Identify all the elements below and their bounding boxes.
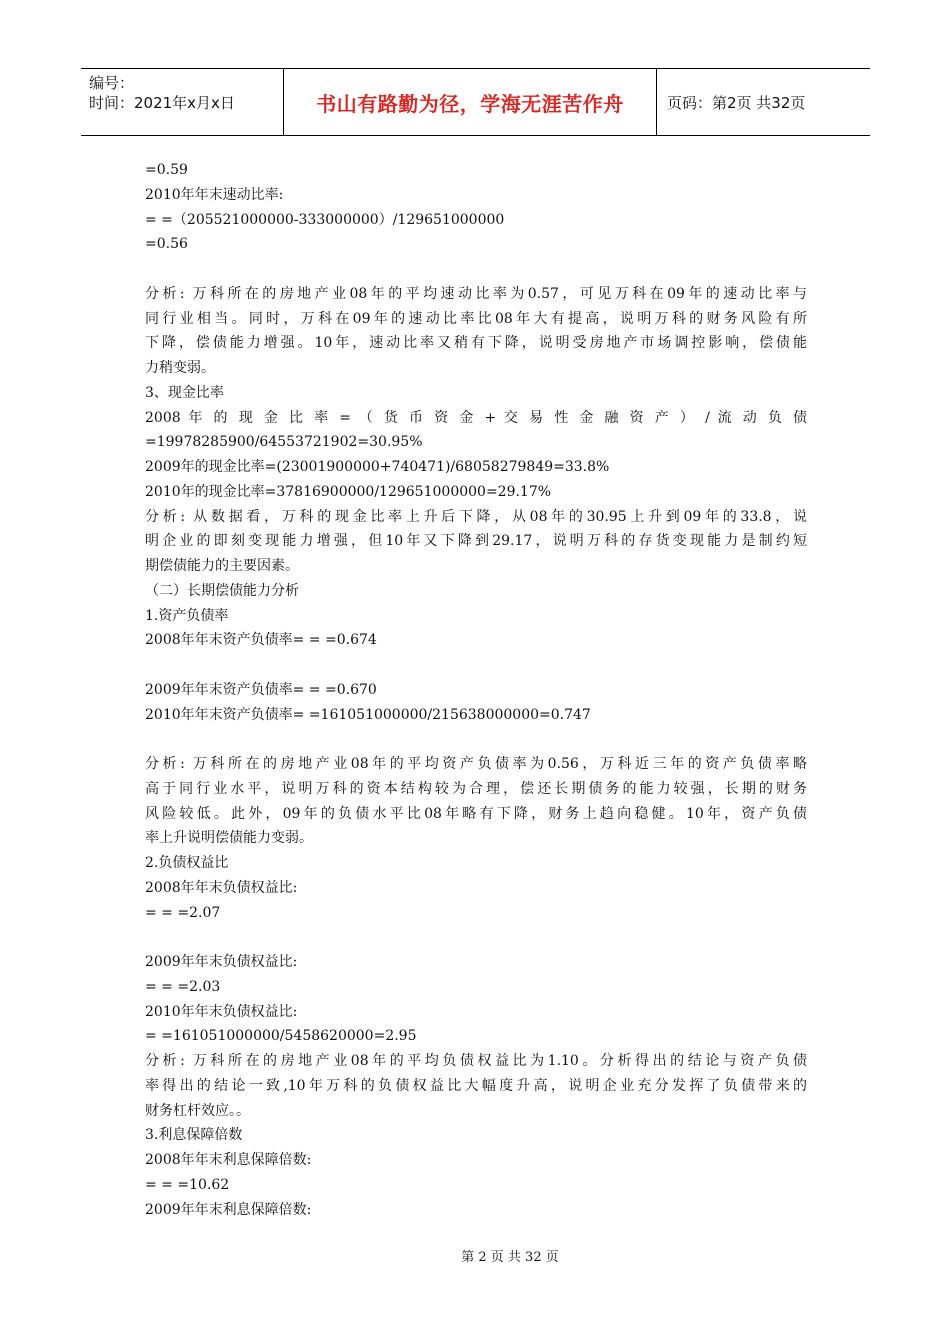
text-line: = =（205521000000-333000000）/129651000000	[145, 211, 505, 228]
text-line: 2.负债权益比	[145, 855, 229, 871]
text-line: 风险较低。此外，09年的负债水平比08年略有下降，财务上趋向稳健。10年，资产负债	[145, 805, 807, 822]
text-line: 力稍变弱。	[145, 360, 215, 376]
header-page-info: 页码：第2页 共32页	[667, 93, 806, 112]
text-line: 2009年年末负债权益比:	[145, 954, 298, 970]
text-line: 期偿债能力的主要因素。	[145, 558, 299, 574]
text-line: 高于同行业水平，说明万科的资本结构较为合理，偿还长期债务的能力较强，长期的财务	[145, 780, 807, 797]
text-line: 3.利息保障倍数	[145, 1127, 243, 1144]
text-line: 率上升说明偿债能力变弱。	[145, 830, 313, 847]
text-line: 下降，偿债能力增强。10年，速动比率又稍有下降，说明受房地产市场调控影响，偿债能	[145, 335, 807, 352]
text-line: 2008年年末利息保障倍数:	[145, 1152, 312, 1168]
text-line: 明企业的即刻变现能力增强，但10年又下降到29.17，说明万科的存货变现能力是制约短	[145, 533, 807, 550]
text-line: 2009年年末资产负债率= = =0.670	[145, 681, 377, 698]
header-meta	[81, 69, 283, 135]
text-line: 2009年年末利息保障倍数:	[145, 1201, 312, 1218]
text-line: =0.59	[145, 162, 188, 178]
text-line: 2008年年末负债权益比:	[145, 879, 298, 896]
text-line: = = =2.07	[145, 904, 221, 921]
text-line: = = =2.03	[145, 978, 221, 995]
page-header	[81, 68, 870, 136]
text-line: 财务杠杆效应。。	[145, 1102, 250, 1119]
blank-line	[145, 257, 807, 282]
text-line: 分析: 从数据看，万科的现金比率上升后下降，从08年的30.95上升到09年的33.8，说	[145, 508, 807, 525]
text-line: 1.资产负债率	[145, 607, 229, 624]
blank-line	[145, 727, 807, 752]
text-line: 分析: 万科所在的房地产业08年的平均资产负债率为0.56，万科近三年的资产负债率略	[145, 756, 807, 772]
text-line: 率得出的结论一致,10年万科的负债权益比大幅度升高，说明企业充分发挥了负债带来的	[145, 1077, 807, 1094]
text-line: =19978285900/64553721902=30.95%	[145, 434, 423, 451]
text-line: = =161051000000/5458620000=2.95	[145, 1028, 417, 1045]
blank-line	[145, 925, 807, 950]
text-line: 2010年的现金比率=37816900000/129651000000=29.17%	[145, 483, 552, 500]
text-line: 分析: 万科所在的房地产业08年的平均速动比率为0.57，可见万科在09年的速动比率与	[145, 285, 807, 302]
text-line: 2008 年 的 现 金 比 率 = （ 货 币 资 金 + 交 易 性 金 融 资 产 ） / 流 动 负 债	[145, 409, 807, 426]
header-motto: 书山有路勤为径，学海无涯苦作舟	[283, 69, 657, 135]
text-line: 3、现金比率	[145, 384, 224, 401]
text-line: 分析: 万科所在的房地产业08年的平均负债权益比为1.10。分析得出的结论与资产负债	[145, 1053, 807, 1069]
time-label: 时间：2021年x月x日	[89, 94, 235, 112]
text-line: =0.56	[145, 236, 188, 253]
page-footer: 第 2 页 共 32 页	[461, 1250, 559, 1265]
blank-line	[145, 653, 807, 678]
number-label: 编号：	[89, 74, 135, 92]
text-line: 2010年年末速动比率:	[145, 186, 284, 203]
text-line: 2010年年末负债权益比:	[145, 1003, 298, 1020]
text-line: （二）长期偿债能力分析	[145, 582, 299, 599]
text-line: 2008年年末资产负债率= = =0.674	[145, 632, 377, 649]
text-line: 2010年年末资产负债率= =161051000000/215638000000=0.747	[145, 706, 591, 723]
document-body	[145, 158, 807, 1222]
text-line: 同行业相当。同时，万科在09年的速动比率比08年大有提高，说明万科的财务风险有所	[145, 310, 807, 327]
text-line: 2009年的现金比率=(23001900000+740471)/68058279849=33.8%	[145, 459, 610, 475]
text-line: = = =10.62	[145, 1176, 230, 1193]
